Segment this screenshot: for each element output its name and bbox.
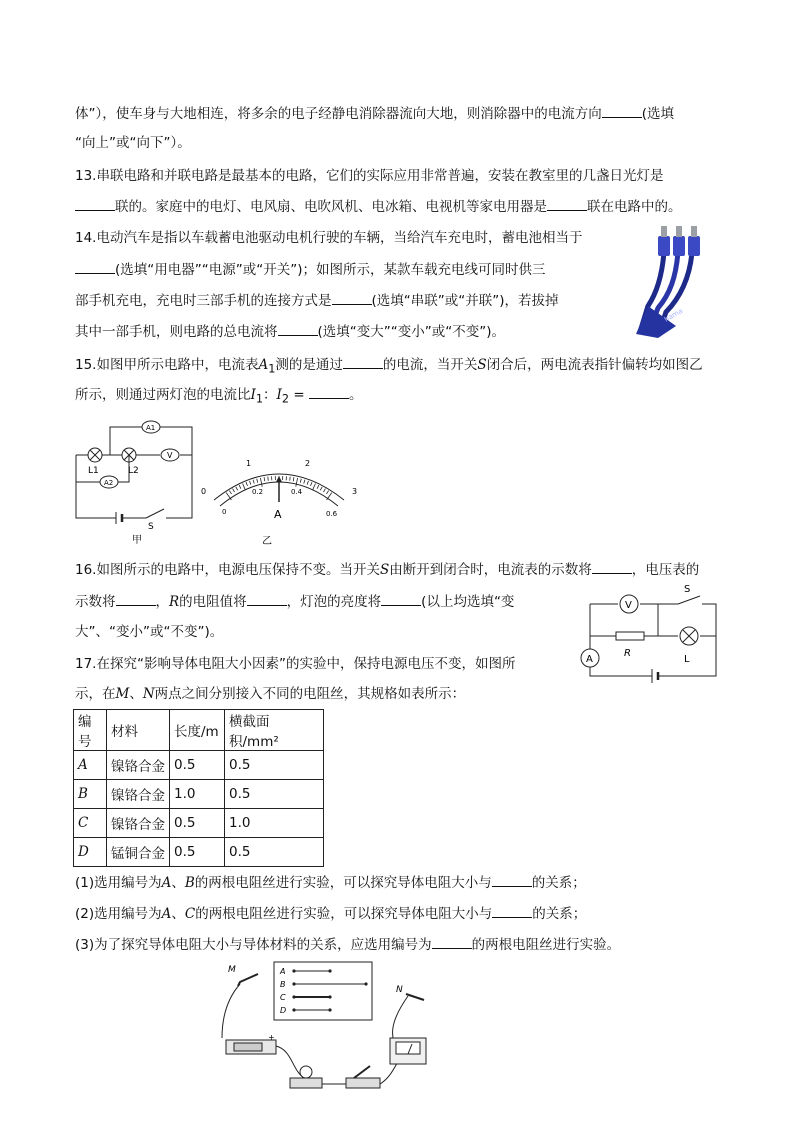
ammeter-a1-label: A1: [146, 424, 156, 432]
dial-tick-mark: [253, 480, 254, 484]
switch-label: S: [148, 522, 154, 532]
dial-tick-mark: [326, 491, 328, 494]
clip-m-label: M: [228, 965, 236, 975]
table-header-row: [74, 710, 324, 751]
q16-line1: 16.如图所示的电路中，电源电压保持不变。当开关S由断开到闭合时，电流表的示数将 ，电压表的: [75, 559, 699, 580]
q12-line1: 体”），使车身与大地相连，将多余的电子经静电消除器流向大地，则消除器中的电流方向 (选填: [75, 103, 674, 124]
answer-blank[interactable]: [75, 259, 115, 274]
dial-tick-mark: [236, 487, 238, 491]
wire-label: A: [280, 967, 286, 976]
answer-blank[interactable]: [343, 354, 383, 369]
q17-line2: 示，在M、N两点之间分别接入不同的电阻丝，其规格如表所示：: [75, 686, 466, 702]
dial-tick-mark: [239, 485, 241, 489]
table-row: B 镍铬合金 1.0 0.5: [74, 780, 324, 809]
q12-line2: “向上”或“向下”）。: [75, 135, 191, 151]
table-header: 材料: [107, 710, 170, 751]
answer-blank[interactable]: [309, 384, 349, 399]
dial-bottom-tick: 0.2: [252, 488, 264, 496]
answer-blank[interactable]: [75, 196, 115, 211]
answer-blank[interactable]: [602, 103, 642, 118]
dial-tick-mark: [250, 481, 251, 485]
ammeter-dial-yi: [196, 450, 366, 550]
cable-brand: hama: [663, 306, 685, 324]
lamp-label: L: [684, 654, 690, 665]
circuit-diagram-jia: [70, 415, 205, 545]
dial-tick-mark: [264, 477, 265, 481]
answer-blank[interactable]: [492, 872, 532, 887]
dial-bottom-tick: 0: [222, 508, 227, 516]
svg-text:+: +: [268, 1033, 275, 1042]
dial-tick-mark: [311, 482, 312, 486]
dial-top-tick: 2: [305, 459, 311, 468]
clip-n-label: N: [396, 985, 403, 995]
table-header: 长度/m: [170, 710, 225, 751]
dial-top-tick: 1: [246, 459, 252, 468]
answer-blank[interactable]: [247, 591, 287, 606]
dial-tick-mark: [243, 484, 246, 490]
q17-line1: 17.在探究“影响导体电阻大小因素”的实验中，保持电源电压不变，如图所: [75, 656, 516, 672]
voltmeter-label: V: [625, 600, 632, 611]
wire-label: B: [280, 980, 286, 989]
dial-tick-mark: [313, 484, 316, 490]
resistor-label: R: [624, 648, 631, 659]
answer-blank[interactable]: [547, 196, 587, 211]
dial-tick-mark: [320, 487, 322, 491]
dial-unit: A: [274, 508, 282, 521]
answer-blank[interactable]: [381, 591, 421, 606]
q15-line1: 15.如图甲所示电路中，电流表$A_1$测的是通过 的电流，当开关S闭合后，两电流表指针偏转均如图乙: [75, 354, 703, 380]
switch-label: S: [684, 584, 691, 595]
wire-label: D: [280, 1006, 287, 1015]
dial-tick-mark: [323, 489, 325, 492]
dial-tick-mark: [317, 485, 319, 489]
dial-tick-mark: [260, 478, 262, 487]
q14-line1: 14.电动汽车是指以车载蓄电池驱动电机行驶的车辆，当给汽车充电时，蓄电池相当于: [75, 230, 583, 246]
experiment-apparatus: [218, 960, 458, 1105]
dial-tick-mark: [257, 479, 258, 483]
resistance-wire-table: [73, 709, 324, 867]
wire-label: C: [280, 993, 286, 1002]
dial-tick-mark: [300, 479, 301, 483]
lamp-l1-label: L1: [88, 466, 99, 476]
answer-blank[interactable]: [432, 934, 472, 949]
dial-top-tick: 0: [201, 487, 207, 496]
table-row: A 镍铬合金 0.5 0.5: [74, 751, 324, 780]
answer-blank[interactable]: [492, 903, 532, 918]
dial-tick-mark: [229, 491, 231, 494]
q16-line3: 大”、“变小”或“不变”)。: [75, 624, 224, 640]
table-header: 横截面积/mm²: [225, 710, 324, 751]
q16-line2: 示数将 ，R的电阻值将 ，灯泡的亮度将 (以上均选填“变: [75, 591, 514, 612]
dial-tick-mark: [246, 482, 247, 486]
q17-sub3: (3)为了探究导体电阻大小与导体材料的关系，应选用编号为 的两根电阻丝进行实验。: [75, 934, 620, 955]
q13-line1: 13.串联电路和并联电路是最基本的电路，它们的实际应用非常普遍，安装在教室里的几盏日光灯是: [75, 168, 664, 184]
dial-bottom-tick: 0.6: [326, 510, 338, 518]
dial-top-tick: 3: [352, 487, 358, 496]
table-row: C 镍铬合金 0.5 1.0: [74, 809, 324, 838]
q14-line3: 部手机充电，充电时三部手机的连接方式是 (选填“串联”或“并联”)，若拔掉: [75, 290, 559, 311]
q17-sub1: (1)选用编号为A、B的两根电阻丝进行实验，可以探究导体电阻大小与 的关系；: [75, 872, 586, 893]
dial-tick-mark: [296, 478, 298, 487]
voltmeter-label: V: [167, 451, 173, 460]
dial-tick-mark: [307, 481, 308, 485]
circuit-diagram-q16: [578, 580, 728, 690]
lamp-l2-label: L2: [128, 466, 139, 476]
q13-line2: 联的。家庭中的电灯、电风扇、电吹风机、电冰箱、电视机等家电用器是 联在电路中的。: [75, 196, 682, 217]
q14-line4: 其中一部手机，则电路的总电流将 (选填“变大”“变小”或“不变”)。: [75, 321, 505, 342]
dial-tick-mark: [304, 480, 305, 484]
answer-blank[interactable]: [278, 321, 318, 336]
dial-tick-mark: [293, 477, 294, 481]
fig-jia-label: 甲: [132, 535, 142, 545]
answer-blank[interactable]: [332, 290, 372, 305]
dial-tick-mark: [233, 489, 235, 492]
table-row: D 锰铜合金 0.5 0.5: [74, 838, 324, 867]
ammeter-label: A: [586, 654, 593, 665]
dial-bottom-tick: 0.4: [291, 488, 303, 496]
table-header: 编号: [74, 710, 107, 751]
ammeter-a2-label: A2: [104, 479, 114, 487]
charging-cable-image: [618, 222, 718, 340]
answer-blank[interactable]: [116, 591, 156, 606]
q14-line2: (选填“用电器”“电源”或“开关”)；如图所示，某款车载充电线可同时供三: [75, 259, 546, 280]
q17-sub2: (2)选用编号为A、C的两根电阻丝进行实验，可以探究导体电阻大小与 的关系；: [75, 903, 586, 924]
answer-blank[interactable]: [592, 559, 632, 574]
q15-line2: 所示，则通过两灯泡的电流比$I_1$：$I_2$ = 。: [75, 384, 362, 410]
fig-yi-label: 乙: [262, 536, 272, 547]
